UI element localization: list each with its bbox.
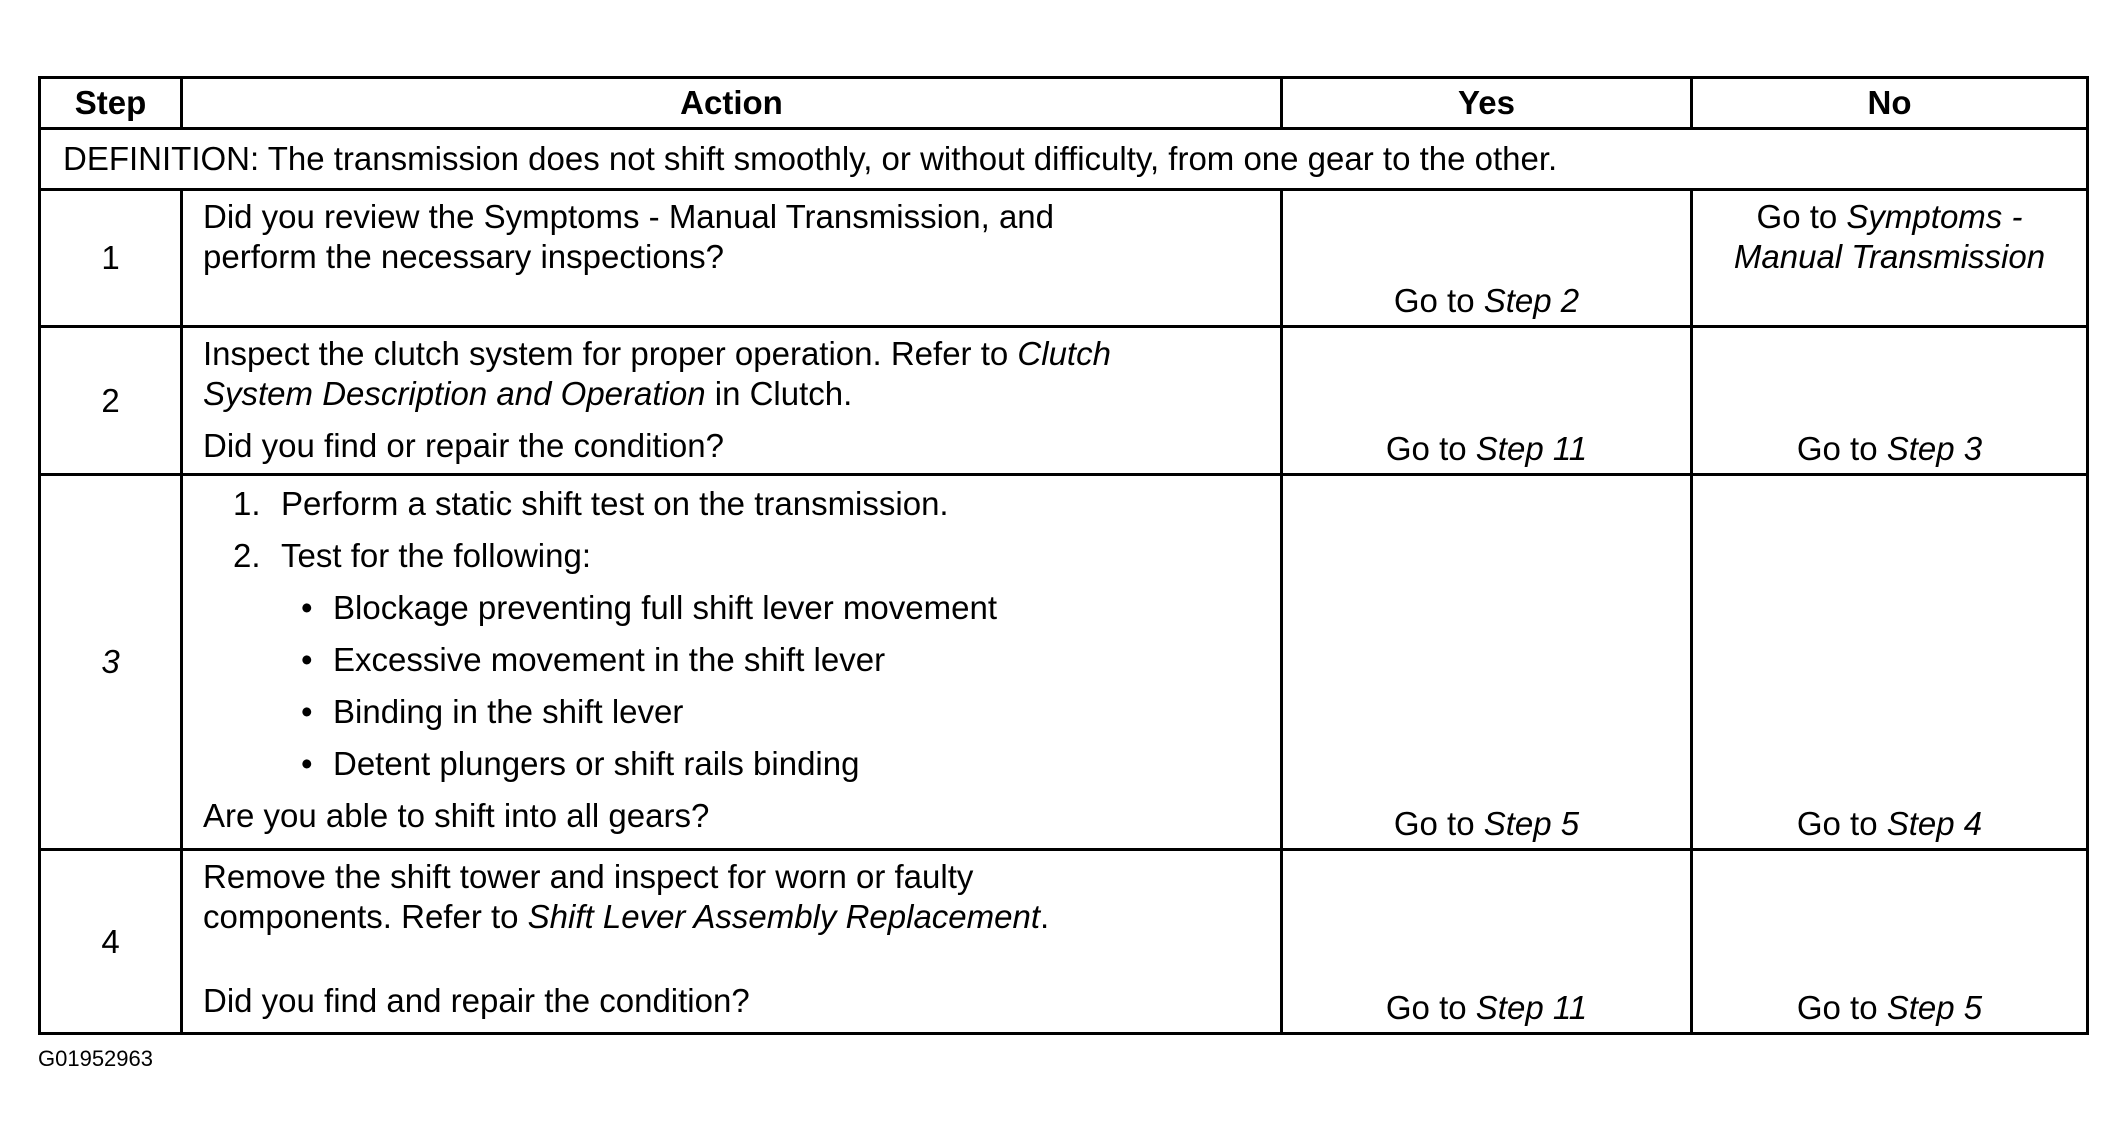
header-step: Step [40, 78, 182, 129]
action-text: Remove the shift tower and inspect for worn or faulty [203, 858, 974, 895]
action-text: . [1040, 898, 1050, 935]
header-no: No [1692, 78, 2088, 129]
yes-cell [1282, 475, 1692, 850]
yes-step-link[interactable]: Step 11 [1475, 989, 1588, 1026]
numbered-item: 1. Perform a static shift test on the transmission. [233, 485, 949, 522]
yes-step-link[interactable]: Step 5 [1483, 805, 1580, 842]
action-text: Inspect the clutch system for proper operation. Refer to [203, 335, 1018, 372]
clutch-reference-link-cont[interactable]: System Description and Operation [203, 375, 706, 412]
bullet-item: • Blockage preventing full shift lever movement [203, 582, 1264, 634]
no-step-link[interactable]: Step 5 [1886, 989, 1983, 1026]
yes-cell [1282, 327, 1692, 475]
bullet-icon: • [301, 589, 313, 626]
no-cell [1692, 190, 2088, 327]
action-text: components. Refer to [203, 898, 528, 935]
clutch-reference-link[interactable]: Clutch [1017, 335, 1111, 372]
shift-lever-reference-link[interactable]: Shift Lever Assembly Replacement [527, 898, 1041, 935]
no-prefix: Go to [1796, 805, 1887, 842]
action-cell [182, 850, 1282, 1034]
no-prefix: Go to [1796, 430, 1887, 467]
action-text: in Clutch. [705, 375, 853, 412]
table-row [40, 850, 2088, 1034]
step-number: 3 [40, 475, 182, 850]
no-prefix: Go to [1796, 989, 1887, 1026]
bullet-icon: • [301, 745, 313, 782]
no-step-link[interactable]: Step 3 [1886, 430, 1983, 467]
step-number: 4 [40, 850, 182, 1034]
no-cell [1692, 475, 2088, 850]
no-cell [1692, 327, 2088, 475]
yes-prefix: Go to [1393, 282, 1484, 319]
no-prefix: Go to [1756, 198, 1847, 235]
figure-id: G01952963 [38, 1046, 153, 1071]
action-text: perform the necessary inspections? [203, 238, 724, 275]
action-text: Did you review the Symptoms - Manual Transmission, and [203, 198, 1055, 235]
bullet-icon: • [301, 693, 313, 730]
no-step-link[interactable]: Step 4 [1886, 805, 1983, 842]
table-row [40, 190, 2088, 327]
header-row [40, 78, 2088, 129]
header-yes: Yes [1282, 78, 1692, 129]
yes-cell [1282, 850, 1692, 1034]
bullet-icon: • [301, 641, 313, 678]
yes-prefix: Go to [1393, 805, 1484, 842]
yes-cell [1282, 190, 1692, 327]
definition-text: DEFINITION: The transmission does not shift smoothly, or without difficulty, from one gear to the other. [40, 129, 2088, 190]
definition-row [40, 129, 2088, 190]
table-row [40, 475, 2088, 850]
no-symptoms-link[interactable]: Symptoms - [1846, 198, 2023, 235]
step-number: 2 [40, 327, 182, 475]
no-symptoms-link-cont[interactable]: Manual Transmission [1733, 238, 2046, 275]
no-cell [1692, 850, 2088, 1034]
yes-step-link[interactable]: Step 2 [1483, 282, 1580, 319]
action-question: Did you find or repair the condition? [203, 427, 724, 464]
yes-prefix: Go to [1385, 430, 1476, 467]
action-cell [182, 475, 1282, 850]
bullet-item: • Excessive movement in the shift lever [203, 634, 1264, 686]
bullet-item: • Binding in the shift lever [203, 686, 1264, 738]
yes-step-link[interactable]: Step 11 [1475, 430, 1588, 467]
action-cell [182, 327, 1282, 475]
action-question: Are you able to shift into all gears? [203, 797, 710, 834]
action-question: Did you find and repair the condition? [203, 982, 750, 1019]
action-cell [182, 190, 1282, 327]
header-action: Action [182, 78, 1282, 129]
table-row [40, 327, 2088, 475]
numbered-item: 2. Test for the following: [233, 537, 591, 574]
diagnostic-table [38, 76, 2089, 1035]
step-number: 1 [40, 190, 182, 327]
bullet-item: • Detent plungers or shift rails binding [203, 738, 1264, 790]
diagnostic-table-container [38, 76, 2089, 1035]
yes-prefix: Go to [1385, 989, 1476, 1026]
